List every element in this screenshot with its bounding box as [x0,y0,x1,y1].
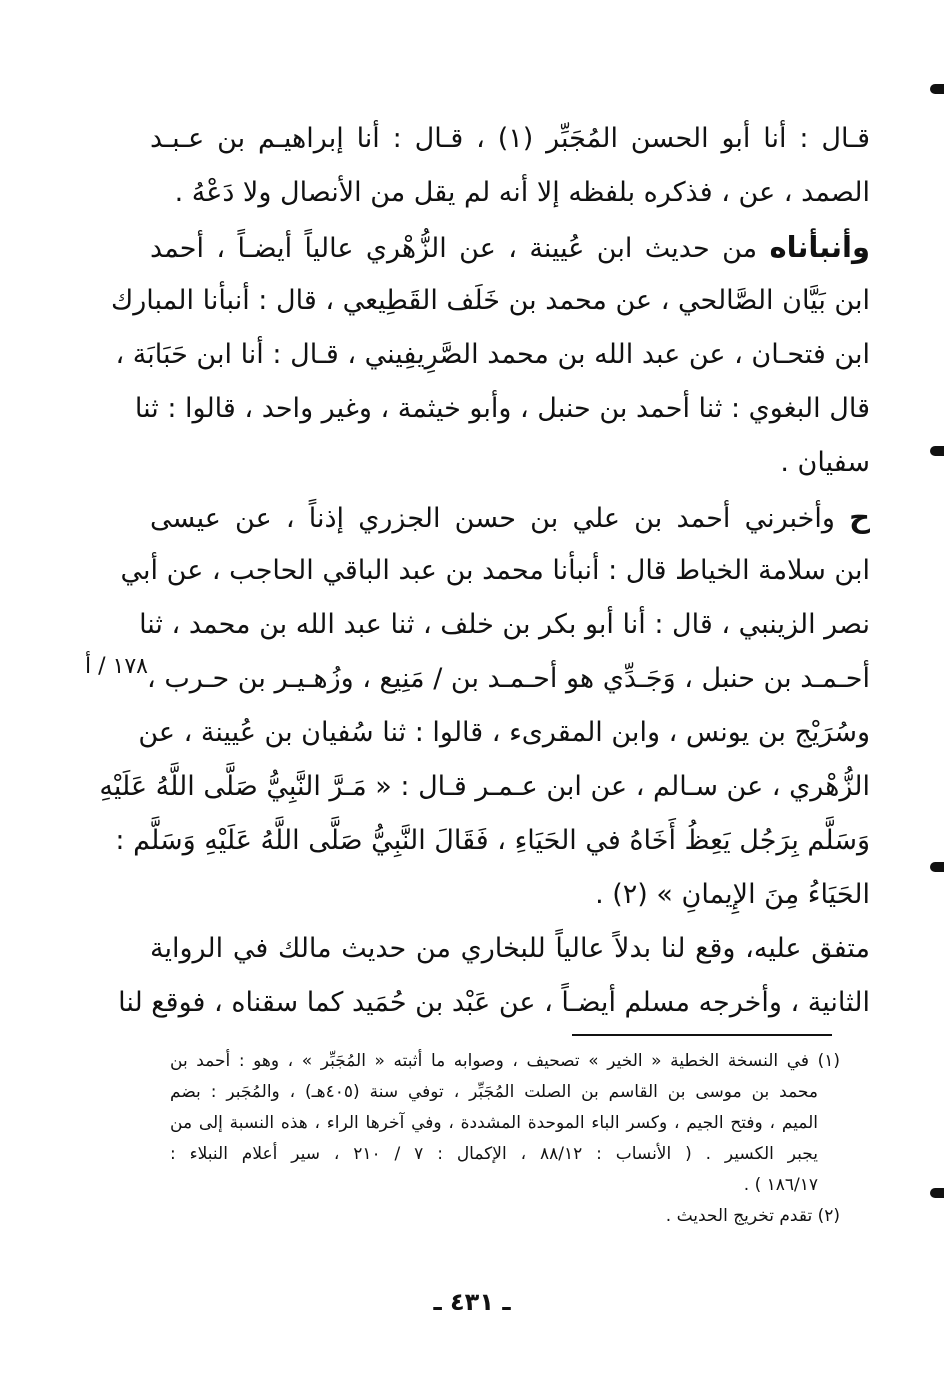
text-line: قـال : أنا أبو الحسن المُجَبِّر (١) ، قـال : أنا إبراهيـم بن عـبـد [150,123,870,154]
footnote-line: محمد بن موسى بن القاسم بن الصلت المُجَبِّر ، توفي سنة (٤٠٥هـ) ، والمُجَبر : بضم [170,1082,818,1102]
text-line: نصر الزينبي ، قال : أنا أبو بكر بن خلف ، ثنا عبد الله بن محمد ، ثنا [139,609,870,640]
footnote-line: يجبر الكسير . ( الأنساب : ٨٨/١٢ ، الإكمال : ٧ / ٢١٠ ، سير أعلام النبلاء : [170,1144,818,1164]
footnote-line: الميم ، وفتح الجيم ، وكسر الباء الموحدة المشددة ، وفي آخرها الراء ، هذه النسبة إلى من [170,1113,818,1133]
footnote-separator [572,1034,832,1036]
text-line: الصمد ، عن ، فذكره بلفظه إلا أنه لم يقل من الأنصال ولا دَعْهُ . [174,177,870,208]
text-line: وسُرَيْج بن يونس ، وابن المقرىء ، قالوا : ثنا سُفيان بن عُيينة ، عن [138,717,870,748]
text-line: وأنبأناه من حديث ابن عُيينة ، عن الزُّهْري عالياً أيضـاً ، أحمد [150,230,870,264]
footnote-line: (٢) تقدم تخريج الحديث . [665,1206,840,1226]
scan-edge-mark [930,1188,944,1198]
paragraph-lead-word: ح [849,500,870,534]
text-line: ابن بَيَّان الصَّالحي ، عن محمد بن خَلَف القَطِيعي ، قال : أنبأنا المبارك [111,285,870,316]
text-line: الزُّهْري ، عن سـالم ، عن ابن عـمـر قـال : « مَـرَّ النَّبِيُّ صَلَّى اللَّهُ عَلَيْهِ [99,771,870,802]
footnotes [170,1046,840,1232]
text-line: أحـمـد بن حنبل ، وَجَـدِّي هو أحـمـد بن / مَنِيع ، وزُهـيـر بن حـرب ، [147,663,870,694]
paragraph-lead-word: وأنبأناه [769,230,870,264]
text-line: سفيان . [780,447,870,478]
text-line: قال البغوي : ثنا أحمد بن حنبل ، وأبو خيثمة ، وغير واحد ، قالوا : ثنا [134,393,870,424]
scan-edge-mark [930,862,944,872]
scan-edge-mark [930,84,944,94]
footnote-line: ١٨٦/١٧ ) . [743,1175,818,1195]
text-line: وَسَلَّم بِرَجُل يَعِظُ أَخَاهُ في الحَيَاءِ ، فَقَالَ النَّبِيُّ صَلَّى اللَّهُ عَلَيْهِ وَسَلَّم : [115,825,870,856]
page-number: ـ ٤٣١ ـ [433,1288,511,1316]
footnote-line: (١) في النسخة الخطية « الخير » تصحيف ، وصوابه ما أثبته « المُجَبِّر » ، وهو : أحمد بن [170,1051,840,1071]
text-line: ح وأخبرني أحمد بن علي بن حسن الجزري إذناً ، عن عيسى [150,500,870,534]
scan-edge-mark [930,446,944,456]
manuscript-folio-note: ١٧٨ / أ [85,654,148,679]
text-line: متفق عليه، وقع لنا بدلاً عالياً للبخاري من حديث مالك في الرواية [150,933,870,964]
text-line: الحَيَاءُ مِنَ الإِيمانِ » (٢) . [595,879,870,910]
text-line: ابن فتحـان ، عن عبد الله بن محمد الصَّرِيفِيني ، قـال : أنا ابن حَبَابَة ، [115,339,870,370]
text-line: ابن سلامة الخياط قال : أنبأنا محمد بن عبد الباقي الحاجب ، عن أبي [120,555,870,586]
text-line: الثانية ، وأخرجه مسلم أيضـاً ، عن عَبْد بن حُمَيد كما سقناه ، فوقع لنا [118,987,870,1018]
